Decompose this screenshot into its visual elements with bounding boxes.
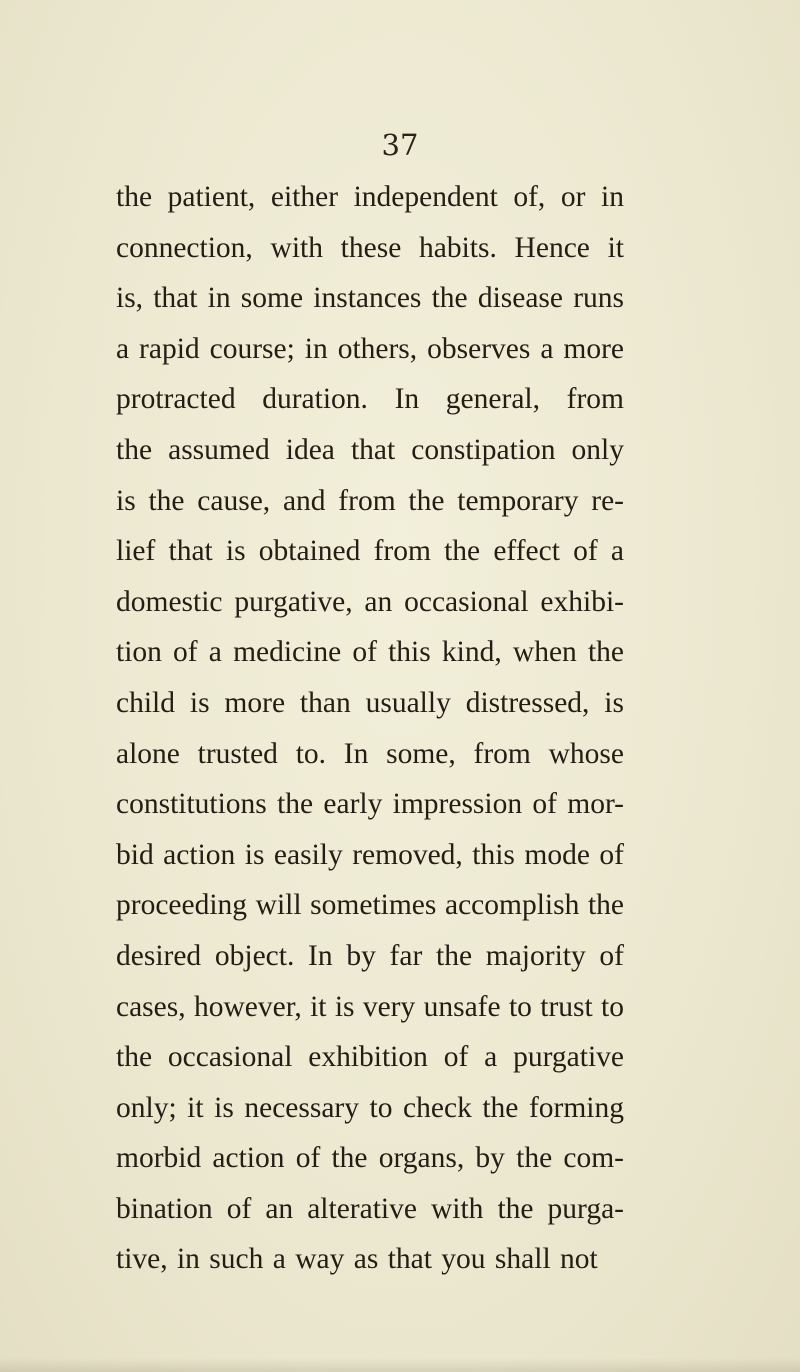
text-line: child is more than usually distressed, is xyxy=(116,686,624,719)
text-line: the occasional exhibition of a purgative xyxy=(116,1041,624,1074)
text-line: the assumed idea that constipation only xyxy=(116,433,624,466)
text-line: domestic purgative, an occasional exhibi- xyxy=(116,585,624,618)
text-line: tion of a medicine of this kind, when the xyxy=(116,636,624,669)
text-line: morbid action of the organs, by the com- xyxy=(116,1142,624,1175)
text-line: protracted duration. In general, from xyxy=(116,383,624,416)
text-line: constitutions the early impression of mor- xyxy=(116,788,624,821)
text-line: a rapid course; in others, observes a more xyxy=(116,332,624,365)
text-line: cases, however, it is very unsafe to trust to xyxy=(116,990,624,1023)
page-number: 37 xyxy=(381,128,419,162)
text-line: is, that in some instances the disease runs xyxy=(116,282,624,315)
text-line: the patient, either independent of, or in xyxy=(116,181,624,213)
text-line: desired object. In by far the majority of xyxy=(116,939,624,972)
page-bottom-edge xyxy=(0,1358,800,1372)
text-line: tive, in such a way as that you shall not xyxy=(116,1243,598,1276)
text-line: bination of an alterative with the purga- xyxy=(116,1192,624,1225)
text-line: only; it is necessary to check the forming xyxy=(116,1091,624,1124)
text-line: lief that is obtained from the effect of a xyxy=(116,535,624,568)
text-line: is the cause, and from the temporary re- xyxy=(116,484,624,517)
body-text xyxy=(116,172,624,1285)
text-line: proceeding will sometimes accomplish the xyxy=(116,889,624,922)
text-line: alone trusted to. In some, from whose xyxy=(116,737,624,770)
text-line: bid action is easily removed, this mode of xyxy=(116,838,624,871)
text-line: connection, with these habits. Hence it xyxy=(116,231,624,264)
